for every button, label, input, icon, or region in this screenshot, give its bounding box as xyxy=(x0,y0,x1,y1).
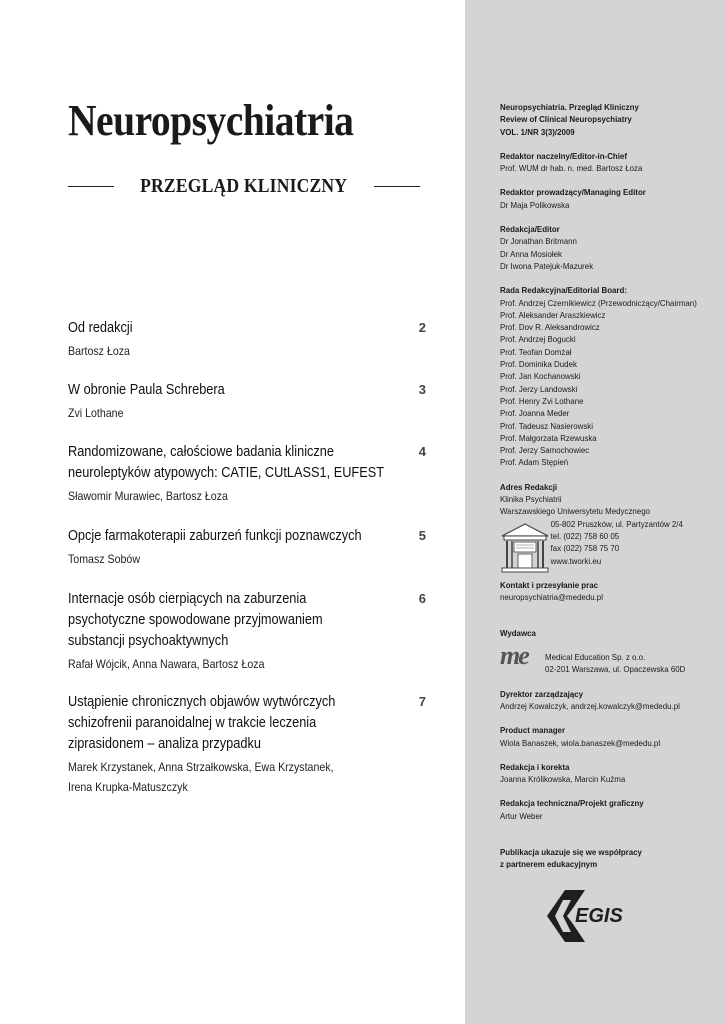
toc-title-line: neuroleptyków atypowych: CATIE, CUtLASS1, EUFEST xyxy=(68,465,385,481)
address-line: 05-802 Pruszków, ul. Partyzantów 2/4 xyxy=(550,518,683,529)
toc-entry-title xyxy=(68,692,411,755)
egis-logo-text: EGIS xyxy=(575,905,623,927)
product-manager-section xyxy=(500,724,710,749)
section-label: Redaktor naczelny/Editor-in-Chief xyxy=(500,150,627,161)
toc-entry-authors xyxy=(68,549,410,569)
toc-page-number: 6 xyxy=(418,591,426,606)
managing-editor-section xyxy=(500,186,710,211)
partner-note-line: z partnerem edukacyjnym xyxy=(500,859,598,870)
managing-director-section xyxy=(500,688,710,713)
section-label: Redaktor prowadzący/Managing Editor xyxy=(500,187,646,198)
journal-title: Neuropsychiatria xyxy=(68,96,354,145)
toc-page-number: 5 xyxy=(418,528,426,543)
contact-email-link[interactable]: neuropsychiatria@mededu.pl xyxy=(500,592,603,603)
editor-in-chief-section xyxy=(500,150,710,175)
board-member: Prof. Małgorzata Rzewuska xyxy=(500,432,597,443)
toc-page-number: 2 xyxy=(418,320,426,335)
proofreading-section xyxy=(500,761,710,786)
section-label: Dyrektor zarządzający xyxy=(500,688,584,699)
toc-title-line: W obronie Paula Schrebera xyxy=(68,382,225,398)
person-name: Artur Weber xyxy=(500,810,543,821)
address-line: Klinika Psychiatrii xyxy=(500,494,562,505)
board-member: Prof. Andrzej Bogucki xyxy=(500,334,576,345)
section-label: Wydawca xyxy=(500,628,536,639)
board-member: Prof. Joanna Meder xyxy=(500,408,570,419)
subtitle-rule-right xyxy=(374,186,420,187)
publisher-lines xyxy=(545,651,698,676)
board-member: Prof. Aleksander Araszkiewicz xyxy=(500,309,606,320)
toc-entry-title xyxy=(68,380,411,401)
toc-title-line: Ustąpienie chronicznych objawów wytwórczych xyxy=(68,694,336,710)
toc-author-line: Irena Krupka-Matuszczyk xyxy=(68,780,188,794)
toc-author-line: Bartosz Łoza xyxy=(68,344,130,358)
toc-title-line: substancji psychoaktywnych xyxy=(68,633,229,649)
toc-title-line: Randomizowane, całościowe badania kliniczne xyxy=(68,444,334,460)
board-member: Prof. Jerzy Landowski xyxy=(500,383,578,394)
toc-entry-authors xyxy=(68,341,410,361)
publisher-name: Medical Education Sp. z o.o. xyxy=(545,651,646,662)
board-member: Prof. Jan Kochanowski xyxy=(500,371,581,382)
technical-editing-section xyxy=(500,797,710,822)
section-label: Kontakt i przesyłanie prac xyxy=(500,579,598,590)
contact-section xyxy=(500,579,710,604)
person-contact: Wiola Banaszek, wiola.banaszek@mededu.pl xyxy=(500,737,661,748)
toc-author-line: Rafał Wójcik, Anna Nawara, Bartosz Łoza xyxy=(68,657,265,671)
editors-section xyxy=(500,223,710,272)
toc-entry-authors xyxy=(68,654,410,674)
website-link[interactable]: www.tworki.eu xyxy=(550,555,602,566)
toc-entry[interactable] xyxy=(68,380,428,423)
toc-entry[interactable] xyxy=(68,589,428,674)
toc-author-line: Marek Krzystanek, Anna Strzałkowska, Ewa Krzystanek, xyxy=(68,760,334,774)
toc-entry-title xyxy=(68,318,411,339)
publisher-address: 02-201 Warszawa, ul. Opaczewska 60D xyxy=(545,663,686,674)
board-member: Prof. Tadeusz Nasierowski xyxy=(500,420,594,431)
section-label: Product manager xyxy=(500,725,566,736)
toc-entry-title xyxy=(68,526,411,547)
toc-entry[interactable] xyxy=(68,526,428,569)
toc-author-line: Zvi Lothane xyxy=(68,406,124,420)
toc-entry-title xyxy=(68,589,411,652)
hospital-building-logo xyxy=(500,522,550,574)
toc-entry-authors xyxy=(68,486,410,506)
board-member: Prof. Dov R. Aleksandrowicz xyxy=(500,322,600,333)
toc-entry[interactable] xyxy=(68,318,428,361)
toc-entry-authors xyxy=(68,403,410,423)
toc-entry[interactable] xyxy=(68,692,428,797)
publisher-block xyxy=(500,640,710,676)
partner-note-line: Publikacja ukazuje się we współpracy xyxy=(500,847,642,858)
toc-author-line: Sławomir Murawiec, Bartosz Łoza xyxy=(68,489,228,503)
journal-subtitle-row xyxy=(68,174,420,198)
toc-title-line: Od redakcji xyxy=(68,320,133,336)
board-member: Prof. Dominika Dudek xyxy=(500,359,577,370)
toc-entry-title xyxy=(68,442,411,484)
toc-title-line: ziprasidonem – analiza przypadku xyxy=(68,736,261,752)
section-label: Rada Redakcyjna/Editorial Board: xyxy=(500,285,627,296)
partner-note xyxy=(500,846,710,871)
journal-name-en: Review of Clinical Neuropsychiatry xyxy=(500,114,632,125)
toc-title-line: Opcje farmakoterapii zaburzeń funkcji poznawczych xyxy=(68,528,362,544)
volume-number: VOL. 1/NR 3(3)/2009 xyxy=(500,126,575,137)
board-member: Prof. Andrzej Czernikiewicz (Przewodniczący/Chairman) xyxy=(500,297,697,308)
section-label: Redakcja techniczna/Projekt graficzny xyxy=(500,798,644,809)
section-label: Redakcja i korekta xyxy=(500,761,570,772)
fax-number: fax (022) 758 75 70 xyxy=(550,543,620,554)
toc-title-line: schizofrenii paranoidalnej w trakcie leczenia xyxy=(68,715,317,731)
board-member: Prof. Jerzy Samochowiec xyxy=(500,445,590,456)
toc-entry[interactable] xyxy=(68,442,428,506)
address-line: Warszawskiego Uniwersytetu Medycznego xyxy=(500,506,650,517)
toc-entry-authors xyxy=(68,757,410,797)
toc-page-number: 7 xyxy=(418,694,426,709)
toc-author-line: Tomasz Sobów xyxy=(68,552,140,566)
toc-page-number: 4 xyxy=(418,444,426,459)
board-member: Prof. Teofan Domżał xyxy=(500,346,572,357)
phone-number: tel. (022) 758 60 05 xyxy=(550,530,620,541)
board-member: Prof. Adam Stępień xyxy=(500,457,569,468)
journal-subtitle: PRZEGLĄD KLINICZNY xyxy=(140,174,348,197)
toc-title-line: Internacje osób cierpiących na zaburzenia xyxy=(68,591,307,607)
section-label: Adres Redakcji xyxy=(500,481,558,492)
toc-title-line: psychotyczne spowodowane przyjmowaniem xyxy=(68,612,323,628)
toc-page-number: 3 xyxy=(418,382,426,397)
masthead xyxy=(500,101,710,883)
person-name: Dr Anna Mosiołek xyxy=(500,248,562,259)
board-member: Prof. Henry Zvi Lothane xyxy=(500,395,584,406)
person-name: Joanna Królikowska, Marcin Kuźma xyxy=(500,774,626,785)
egis-logo xyxy=(545,888,645,944)
section-label: Redakcja/Editor xyxy=(500,224,560,235)
journal-name-pl: Neuropsychiatria. Przegląd Kliniczny xyxy=(500,102,639,112)
person-contact: Andrzej Kowalczyk, andrzej.kowalczyk@mededu.pl xyxy=(500,700,680,711)
editorial-address-section xyxy=(500,481,710,567)
person-name: Prof. WUM dr hab. n. med. Bartosz Łoza xyxy=(500,163,643,174)
medical-education-logo: me xyxy=(500,640,528,670)
person-name: Dr Jonathan Britmann xyxy=(500,236,577,247)
publisher-section xyxy=(500,627,710,675)
masthead-journal-info xyxy=(500,101,710,138)
subtitle-rule-left xyxy=(68,186,114,187)
editorial-board-section xyxy=(500,284,710,468)
person-name: Dr Maja Polikowska xyxy=(500,199,570,210)
person-name: Dr Iwona Patejuk-Mazurek xyxy=(500,260,594,271)
